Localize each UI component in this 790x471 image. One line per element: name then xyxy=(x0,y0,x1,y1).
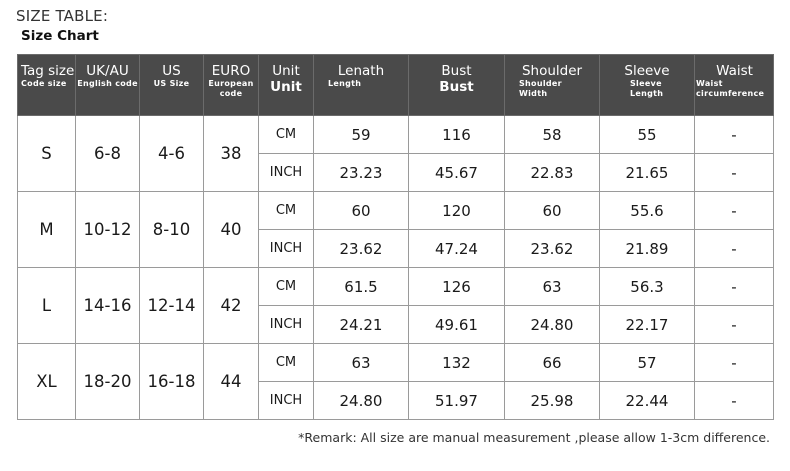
cell-length: 24.21 xyxy=(314,306,409,344)
cell-bust: 45.67 xyxy=(409,154,505,192)
header-unit xyxy=(259,55,314,116)
cell-waist: - xyxy=(695,192,774,230)
cell-sleeve: 56.3 xyxy=(600,268,695,306)
cell-uk-au: 6-8 xyxy=(76,116,140,192)
cell-sleeve: 21.65 xyxy=(600,154,695,192)
cell-euro: 42 xyxy=(204,268,259,344)
table-header-row xyxy=(18,55,774,116)
cell-tag-size: S xyxy=(18,116,76,192)
cell-uk-au: 14-16 xyxy=(76,268,140,344)
header-uk-au xyxy=(76,55,140,116)
header-shoulder xyxy=(505,55,600,116)
chart-subtitle: Size Chart xyxy=(21,28,99,44)
header-waist-label: Waist xyxy=(716,63,753,79)
header-unit-label: Unit xyxy=(272,63,300,79)
cell-waist: - xyxy=(695,382,774,420)
cell-us: 16-18 xyxy=(140,344,204,420)
cell-length: 24.80 xyxy=(314,382,409,420)
header-waist xyxy=(695,55,774,116)
cell-sleeve: 55.6 xyxy=(600,192,695,230)
header-length xyxy=(314,55,409,116)
header-uk-au-sublabel: English code xyxy=(77,79,138,88)
cell-shoulder: 25.98 xyxy=(505,382,600,420)
header-shoulder-sublabel: Shoulder Width xyxy=(519,79,562,98)
cell-euro: 44 xyxy=(204,344,259,420)
cell-waist: - xyxy=(695,344,774,382)
cell-us: 8-10 xyxy=(140,192,204,268)
header-euro xyxy=(204,55,259,116)
cell-bust: 47.24 xyxy=(409,230,505,268)
cell-uk-au: 18-20 xyxy=(76,344,140,420)
cell-unit: INCH xyxy=(259,382,314,420)
cell-sleeve: 55 xyxy=(600,116,695,154)
cell-unit: CM xyxy=(259,116,314,154)
header-euro-sublabel: European code xyxy=(208,79,254,98)
header-tag-size-sublabel: Code size xyxy=(21,79,67,88)
cell-waist: - xyxy=(695,116,774,154)
cell-length: 23.23 xyxy=(314,154,409,192)
header-shoulder-label: Shoulder xyxy=(521,63,583,79)
cell-waist: - xyxy=(695,230,774,268)
cell-euro: 38 xyxy=(204,116,259,192)
cell-bust: 51.97 xyxy=(409,382,505,420)
table-row xyxy=(18,268,774,306)
header-bust-sublabel: Bust xyxy=(439,79,474,95)
cell-unit: INCH xyxy=(259,306,314,344)
header-sleeve xyxy=(600,55,695,116)
header-length-label: Lenath xyxy=(337,63,385,79)
header-unit-sublabel: Unit xyxy=(270,79,302,95)
page-title: SIZE TABLE: xyxy=(16,7,109,25)
cell-shoulder: 66 xyxy=(505,344,600,382)
cell-bust: 116 xyxy=(409,116,505,154)
header-uk-au-label: UK/AU xyxy=(86,63,129,79)
cell-sleeve: 22.17 xyxy=(600,306,695,344)
cell-shoulder: 60 xyxy=(505,192,600,230)
cell-waist: - xyxy=(695,306,774,344)
header-sleeve-label: Sleeve xyxy=(624,63,670,79)
cell-length: 59 xyxy=(314,116,409,154)
cell-bust: 49.61 xyxy=(409,306,505,344)
cell-bust: 132 xyxy=(409,344,505,382)
cell-tag-size: L xyxy=(18,268,76,344)
cell-tag-size: M xyxy=(18,192,76,268)
cell-us: 12-14 xyxy=(140,268,204,344)
cell-sleeve: 22.44 xyxy=(600,382,695,420)
cell-us: 4-6 xyxy=(140,116,204,192)
cell-length: 23.62 xyxy=(314,230,409,268)
cell-waist: - xyxy=(695,268,774,306)
cell-unit: CM xyxy=(259,192,314,230)
table-row xyxy=(18,192,774,230)
cell-unit: CM xyxy=(259,268,314,306)
table-row xyxy=(18,344,774,382)
cell-bust: 120 xyxy=(409,192,505,230)
cell-shoulder: 22.83 xyxy=(505,154,600,192)
cell-unit: CM xyxy=(259,344,314,382)
remark-note: *Remark: All size are manual measurement ,please allow 1-3cm difference. xyxy=(298,430,770,445)
cell-unit: INCH xyxy=(259,230,314,268)
header-bust xyxy=(409,55,505,116)
cell-sleeve: 57 xyxy=(600,344,695,382)
header-tag-size xyxy=(18,55,76,116)
cell-waist: - xyxy=(695,154,774,192)
cell-bust: 126 xyxy=(409,268,505,306)
cell-length: 61.5 xyxy=(314,268,409,306)
size-chart-table xyxy=(17,54,774,420)
cell-sleeve: 21.89 xyxy=(600,230,695,268)
cell-shoulder: 23.62 xyxy=(505,230,600,268)
header-sleeve-sublabel: Sleeve Length xyxy=(630,79,664,98)
cell-shoulder: 24.80 xyxy=(505,306,600,344)
cell-shoulder: 63 xyxy=(505,268,600,306)
header-us xyxy=(140,55,204,116)
header-us-label: US xyxy=(162,63,181,79)
cell-shoulder: 58 xyxy=(505,116,600,154)
cell-unit: INCH xyxy=(259,154,314,192)
header-euro-label: EURO xyxy=(211,63,251,79)
table-row xyxy=(18,116,774,154)
cell-tag-size: XL xyxy=(18,344,76,420)
header-bust-label: Bust xyxy=(441,63,472,79)
header-us-sublabel: US Size xyxy=(153,79,190,88)
cell-uk-au: 10-12 xyxy=(76,192,140,268)
header-waist-sublabel: Waist circumference xyxy=(696,79,765,98)
cell-length: 60 xyxy=(314,192,409,230)
cell-euro: 40 xyxy=(204,192,259,268)
header-length-sublabel: Length xyxy=(328,79,362,88)
cell-length: 63 xyxy=(314,344,409,382)
header-tag-size-label: Tag size xyxy=(21,63,75,79)
